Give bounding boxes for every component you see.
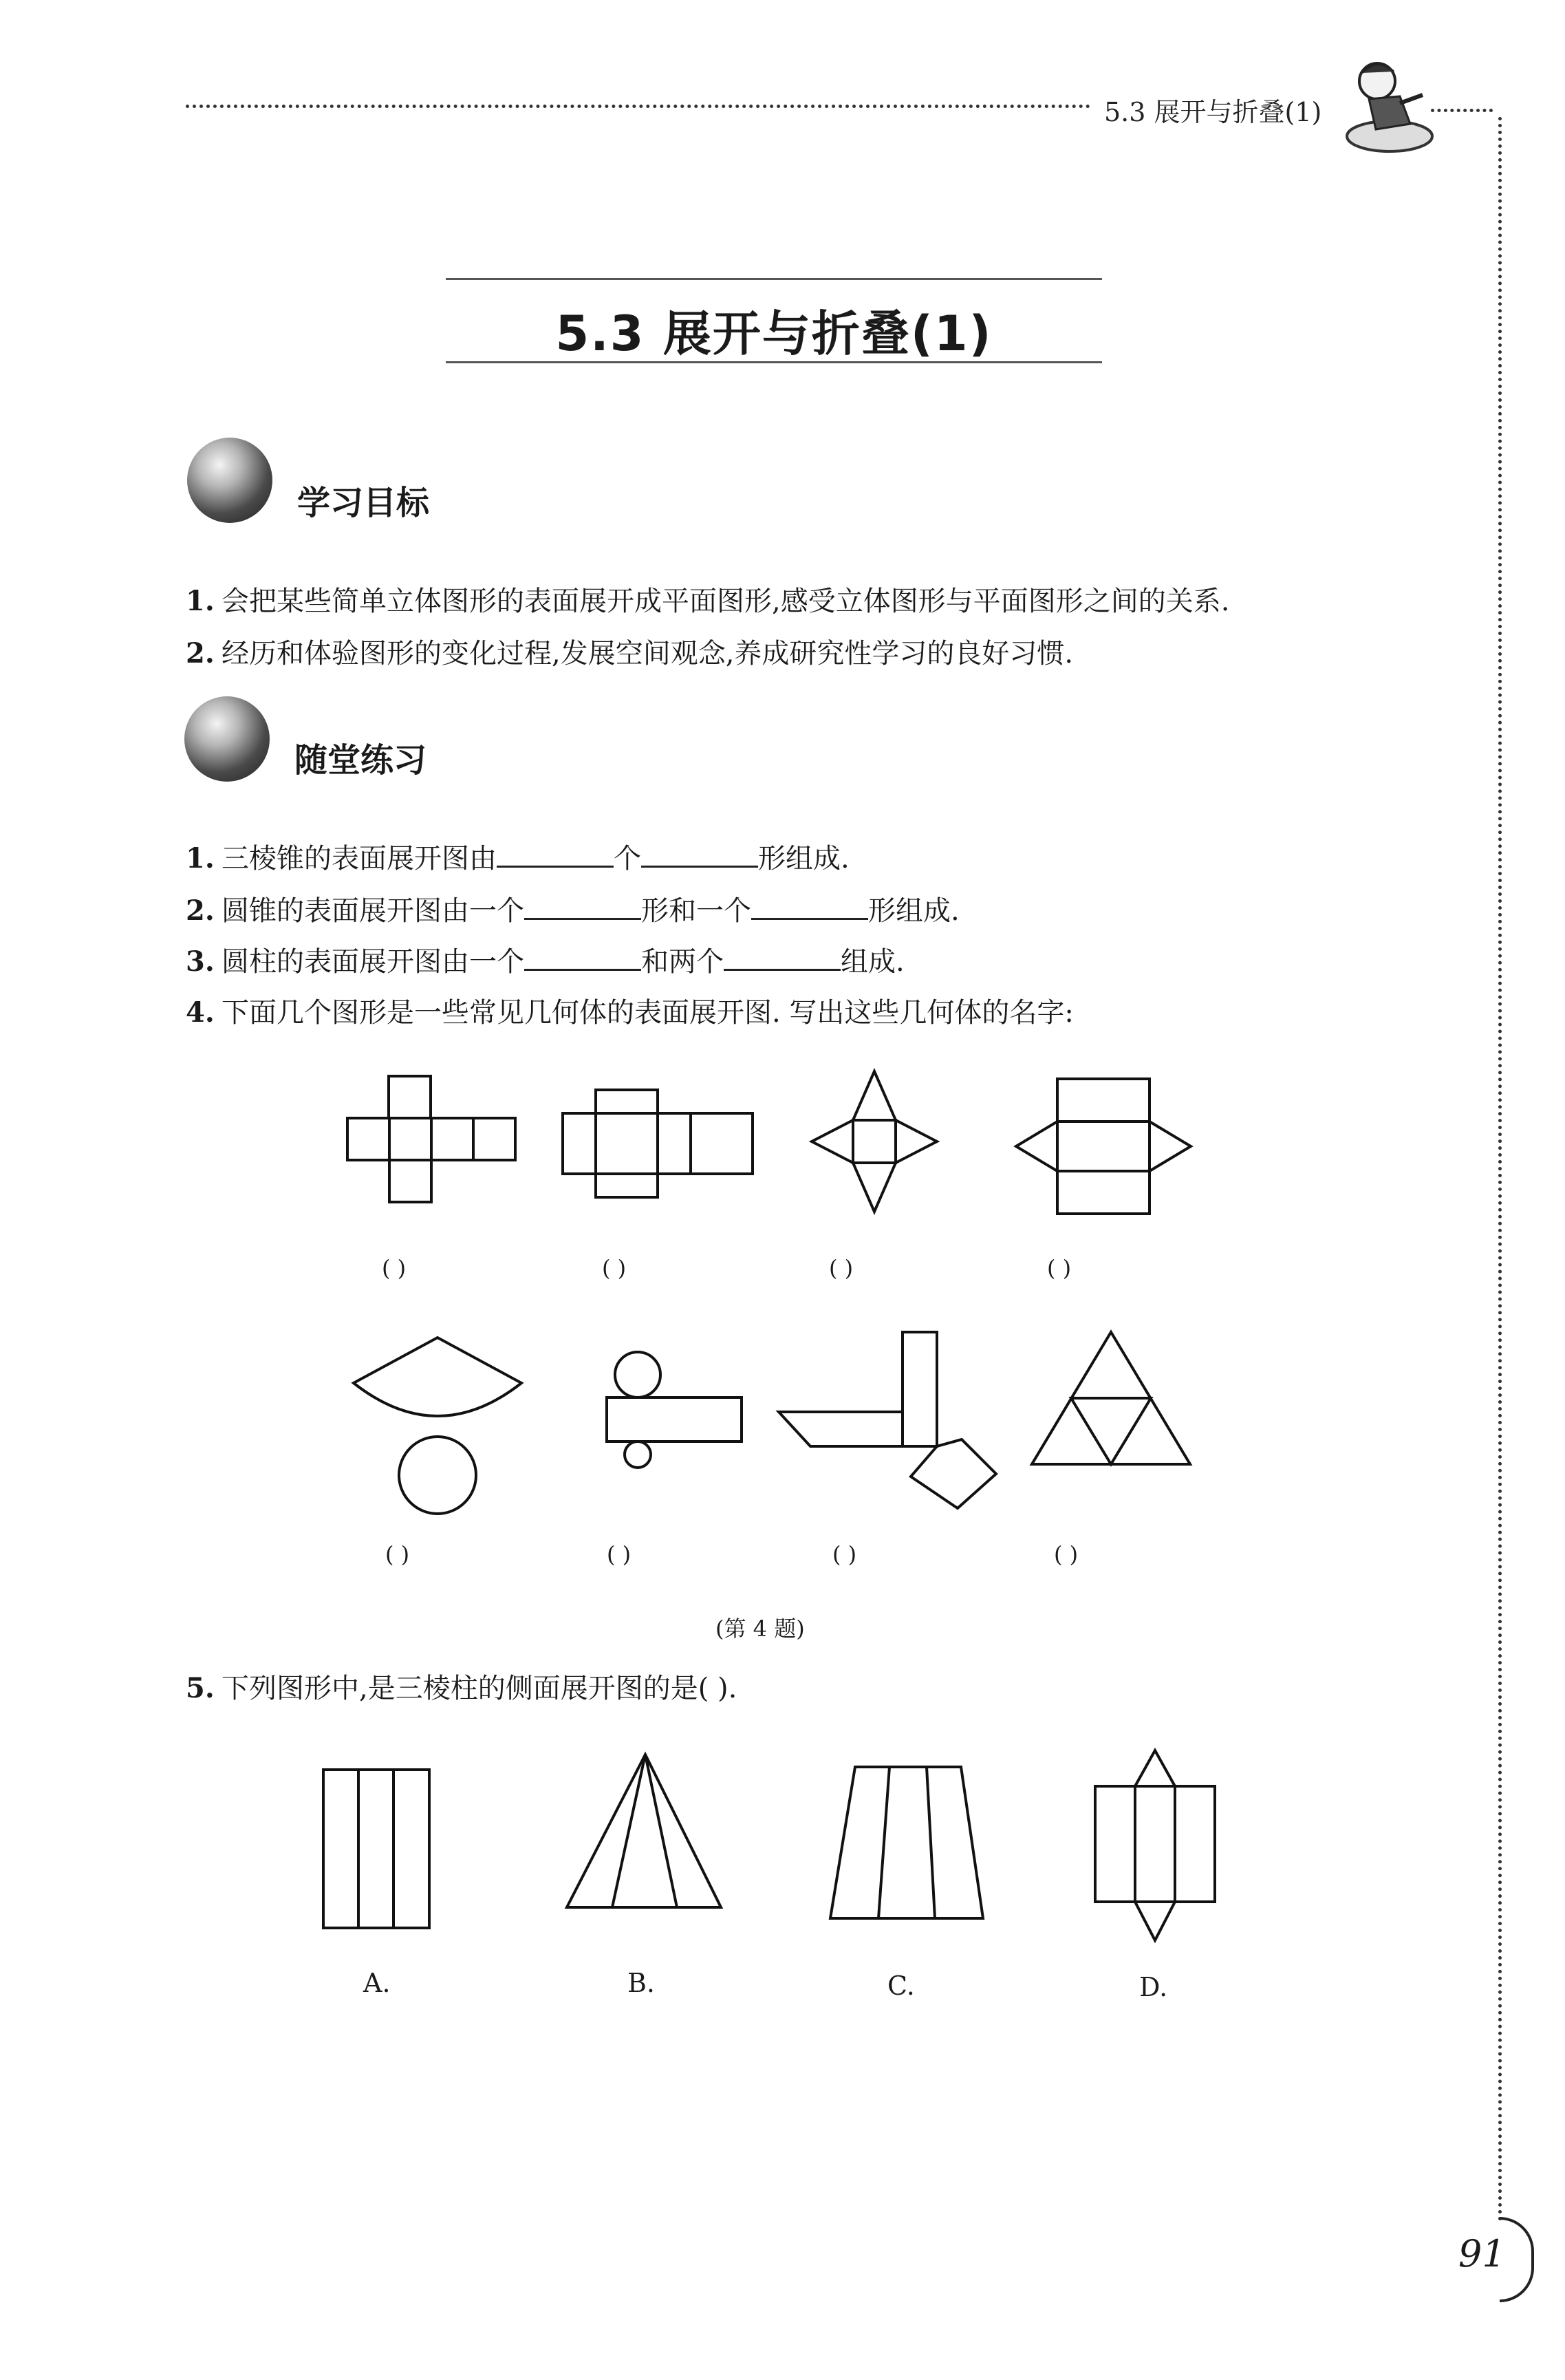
mascot-icon (1335, 55, 1438, 158)
globe-icon (187, 438, 272, 523)
answer-paren[interactable]: ( ) (832, 1541, 857, 1567)
choice-label-c[interactable]: C. (887, 1971, 915, 2001)
tetrahedron-net-figure (1030, 1331, 1196, 1468)
question-text: 圆锥的表面展开图由一个 (222, 895, 524, 927)
question-number: 4. (186, 996, 215, 1029)
question-2 (186, 894, 960, 927)
goal-item-2 (186, 637, 1074, 669)
question-3 (186, 945, 905, 978)
question-text: 圆柱的表面展开图由一个 (222, 946, 524, 978)
answer-paren[interactable]: ( ) (602, 1255, 627, 1281)
learning-goals-heading: 学习目标 (297, 484, 430, 522)
cylinder-net-figure (605, 1349, 746, 1486)
answer-blank[interactable] (724, 948, 841, 971)
answer-blank[interactable] (524, 897, 641, 920)
question-number: 1. (186, 842, 215, 875)
header-dotted-rule-right (1431, 109, 1493, 112)
globe-grid-icon (184, 696, 270, 782)
answer-blank[interactable] (641, 845, 758, 868)
question-number: 2. (186, 894, 215, 927)
answer-blank[interactable] (497, 845, 614, 868)
question-number: 3. (186, 945, 215, 978)
answer-blank[interactable] (751, 897, 868, 920)
question-text: 和两个 (641, 946, 724, 978)
header-dotted-rule (186, 105, 1090, 108)
answer-paren[interactable]: ( ) (1054, 1541, 1079, 1567)
question-text: 组成. (841, 946, 905, 978)
answer-paren[interactable]: ( ) (607, 1541, 632, 1567)
practice-heading: 随堂练习 (294, 741, 427, 780)
goal-text: 经历和体验图形的变化过程,发展空间观念,养成研究性学习的良好习惯. (222, 638, 1074, 669)
question-4 (186, 996, 1074, 1029)
cube-net-figure (347, 1075, 526, 1205)
running-header-title: 5.3 展开与折叠(1) (1104, 97, 1322, 127)
choice-d-figure (1092, 1749, 1219, 1944)
question-text: 形组成. (868, 895, 960, 927)
prism-net-figure (777, 1331, 1004, 1510)
answer-blank[interactable] (524, 948, 641, 971)
question-1 (186, 842, 850, 875)
choice-c-figure (829, 1766, 987, 1922)
question-text: 下面几个图形是一些常见几何体的表面展开图. 写出这些几何体的名字: (222, 997, 1074, 1029)
question-5 (186, 1672, 737, 1704)
goal-number: 1. (186, 585, 215, 617)
answer-paren[interactable]: ( ) (829, 1255, 854, 1281)
answer-paren[interactable]: ( ) (1047, 1255, 1072, 1281)
choice-label-d[interactable]: D. (1139, 1972, 1168, 2002)
goal-number: 2. (186, 637, 215, 669)
choice-b-figure (565, 1753, 731, 1911)
answer-paren[interactable]: ( ) (385, 1541, 410, 1567)
question-text: 下列图形中,是三棱柱的侧面展开图的是( ). (222, 1673, 737, 1704)
triangular-prism-net-figure (1015, 1078, 1200, 1229)
choice-a-figure (322, 1768, 432, 1931)
goal-item-1 (186, 585, 1230, 617)
choice-label-b[interactable]: B. (627, 1968, 656, 1998)
question-text: 形和一个 (641, 895, 751, 927)
page-title: 5.3 展开与折叠(1) (555, 305, 993, 362)
goal-text: 会把某些简单立体图形的表面展开成平面图形,感受立体图形与平面图形之间的关系. (222, 586, 1230, 617)
square-pyramid-net-figure (810, 1070, 955, 1214)
choice-label-a[interactable]: A. (363, 1968, 391, 1998)
cuboid-net-figure (563, 1089, 755, 1185)
page-number: 91 (1458, 2232, 1506, 2275)
cone-net-figure (352, 1336, 524, 1522)
section-title-box (446, 278, 1102, 363)
question-text: 三棱锥的表面展开图由 (222, 843, 497, 875)
answer-paren[interactable]: ( ) (382, 1255, 407, 1281)
question-text: 形组成. (758, 843, 850, 875)
figure-caption: (第 4 题) (715, 1616, 805, 1642)
question-number: 5. (186, 1672, 215, 1704)
question-text: 个 (614, 843, 641, 875)
right-margin-dotted-rule (1498, 117, 1502, 2222)
